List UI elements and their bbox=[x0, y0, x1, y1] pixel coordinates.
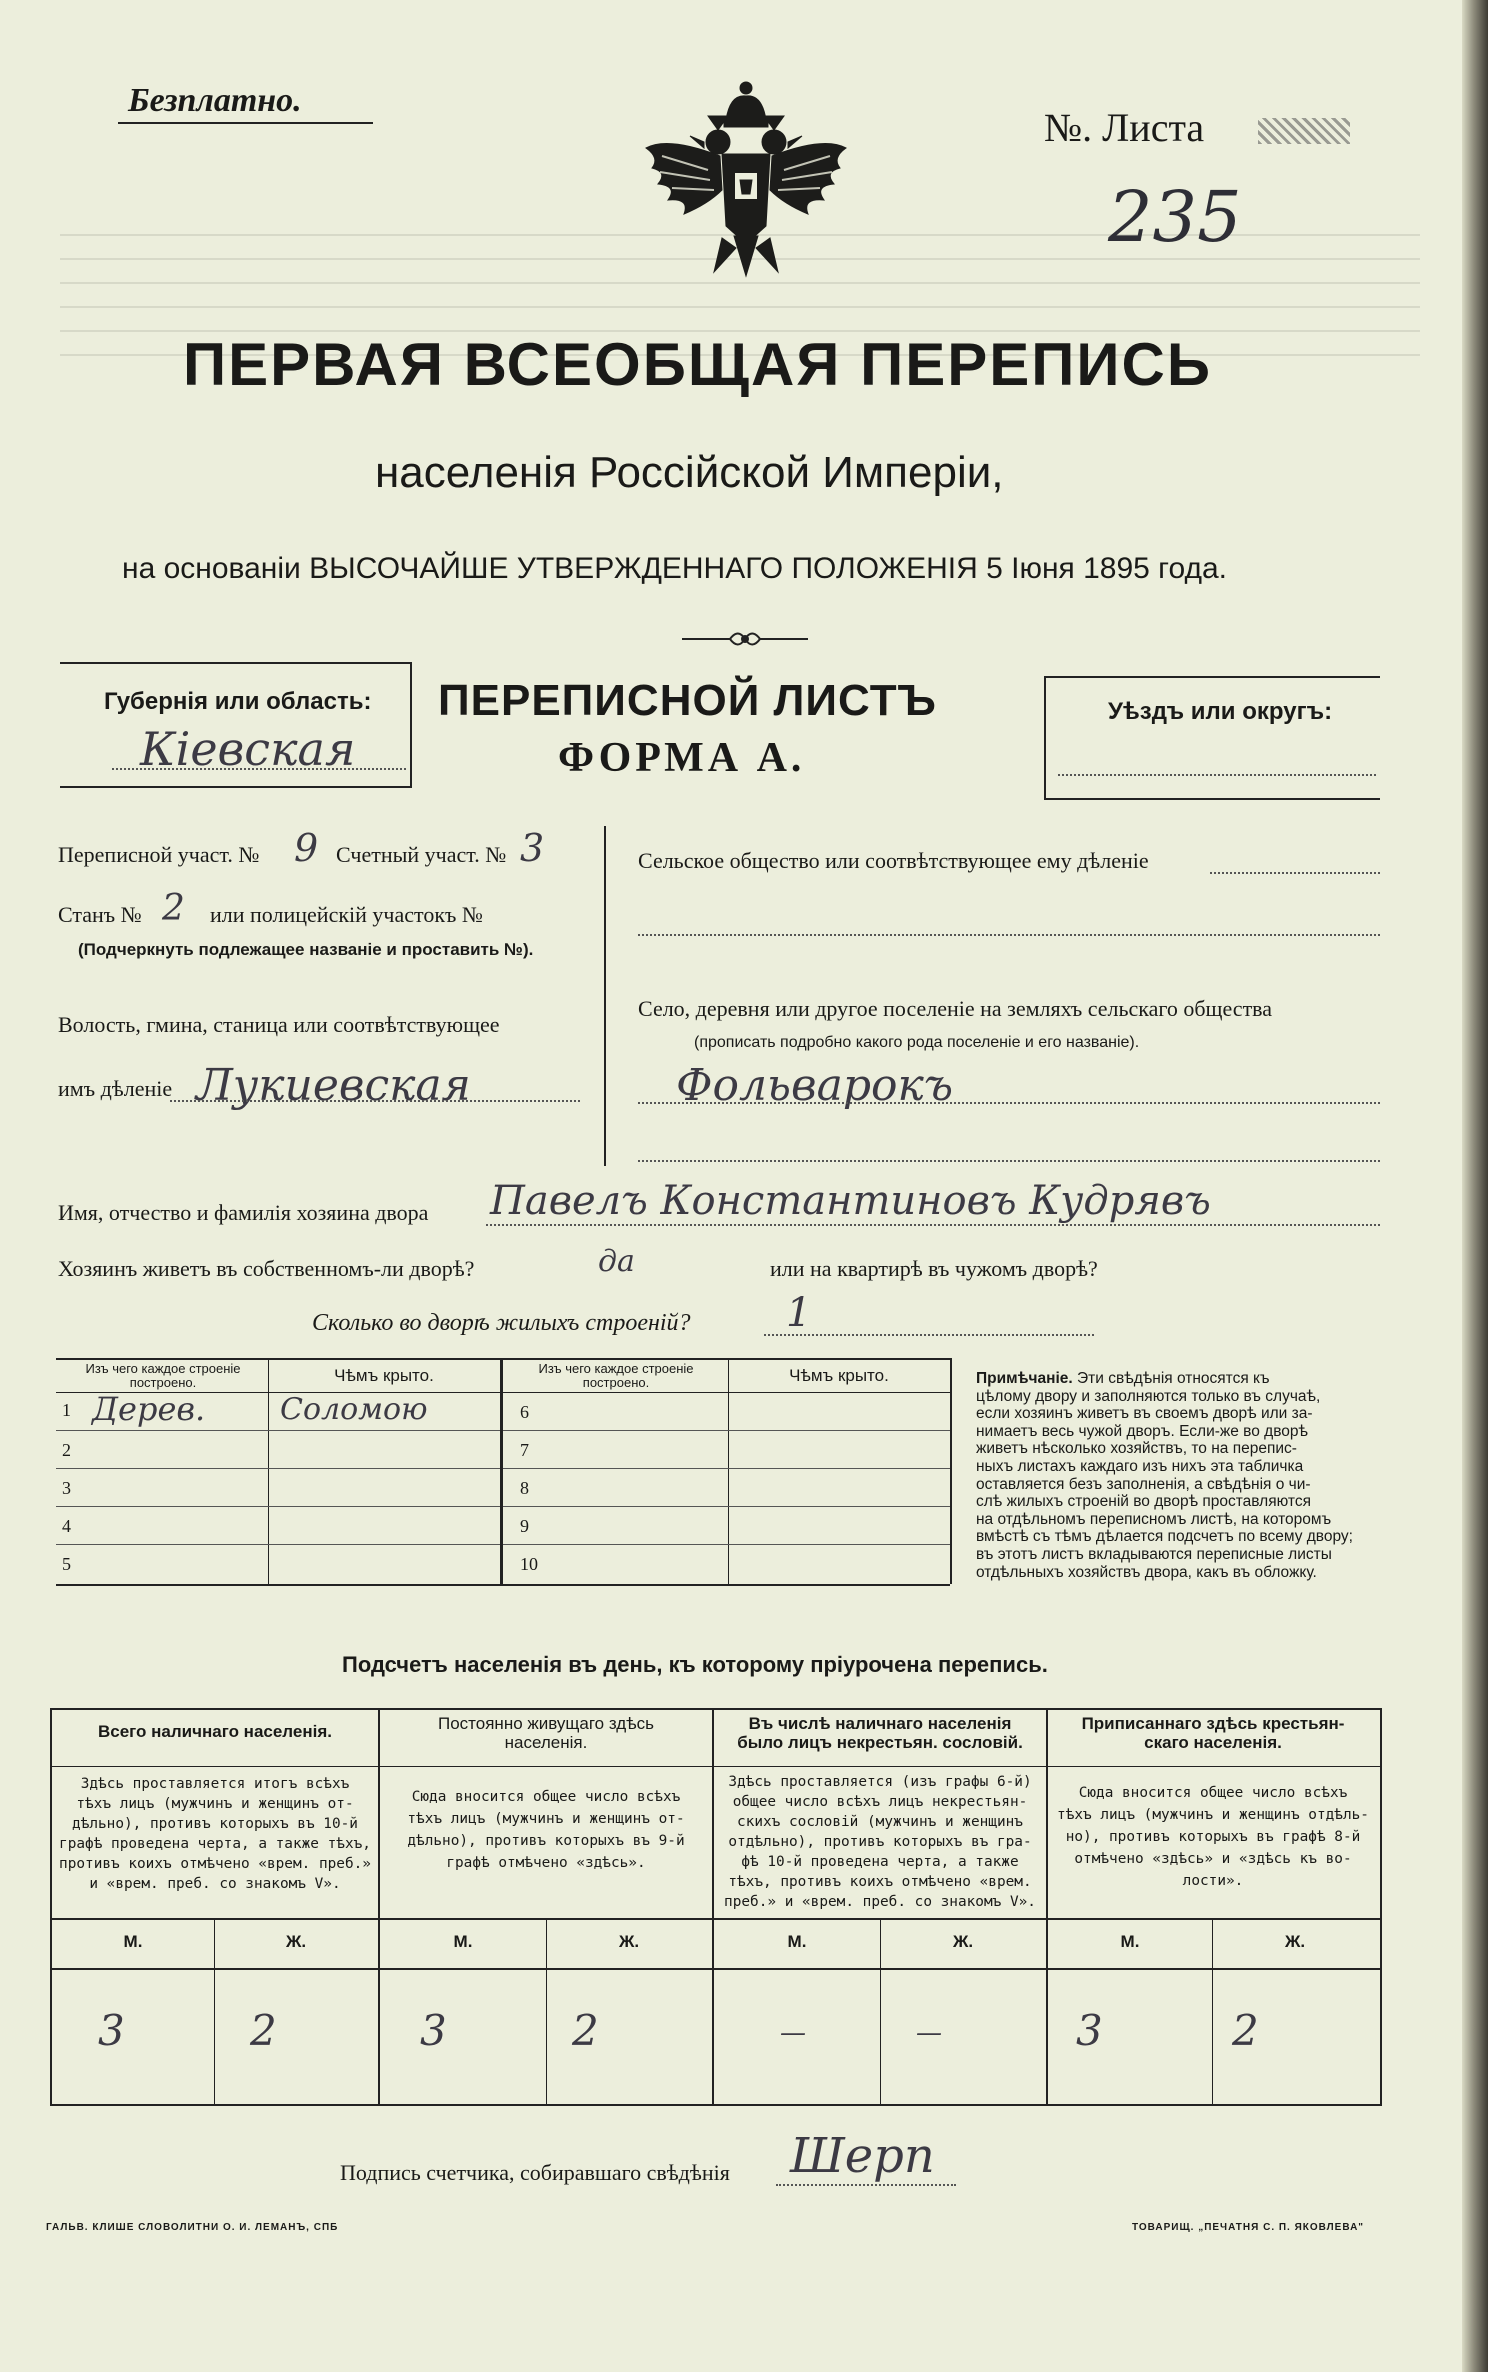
note-line: въ этотъ листъ вкладываются переписные листы bbox=[976, 1545, 1332, 1563]
row-line bbox=[56, 1506, 500, 1507]
pop-col-registered-head: Приписаннаго здѣсь крестьян- скаго населенія. bbox=[1081, 1714, 1345, 1752]
guberniya-value: Кіевская bbox=[140, 722, 356, 776]
pop-male-label: М. bbox=[787, 1932, 807, 1951]
note-line: Примѣчаніе. Эти свѣдѣнія относятся къ bbox=[976, 1370, 1270, 1387]
note-head: Примѣчаніе. bbox=[976, 1370, 1073, 1387]
pop-total-female-value: 2 bbox=[250, 2006, 277, 2055]
buildings-value: 1 bbox=[786, 1290, 812, 1336]
pop-col-permanent-desc: Сюда вносится общее число всѣхъ тѣхъ лицъ (мужчинъ и женщинъ от- дѣльно), противъ которыхъ въ 9-й графѣ отмѣчено «здѣсь». bbox=[407, 1789, 685, 1871]
pop-mf-divider bbox=[880, 1918, 881, 2104]
pop-female-label: Ж. bbox=[1284, 1932, 1306, 1951]
rented-label: или на квартирѣ въ чужомъ дворѣ? bbox=[770, 1256, 1098, 1281]
table-row-number: 4 bbox=[62, 1516, 71, 1536]
volost-label: Волость, гмина, станица или соотвѣтствующее bbox=[58, 1012, 500, 1037]
village-dotted-line-1 bbox=[638, 1102, 1380, 1104]
form-header-line-top-right bbox=[1045, 676, 1380, 678]
census-area-value: 9 bbox=[294, 826, 319, 870]
pop-permanent-female-value: 2 bbox=[572, 2006, 599, 2055]
signature-label: Подпись счетчика, собиравшаго свѣдѣнія bbox=[340, 2160, 730, 2185]
buildings-material-header-left: Изъ чего каждое строеніе построено. bbox=[85, 1361, 241, 1390]
uezd-dotted-line bbox=[1058, 774, 1376, 776]
note-line: вмѣстѣ съ тѣмъ дѣлается подсчетъ по всему двору; bbox=[976, 1528, 1353, 1546]
pop-registered-male-value: 3 bbox=[1076, 2006, 1103, 2055]
pop-mf-divider bbox=[1212, 1918, 1213, 2104]
volost-label-2: имъ дѣленіе bbox=[58, 1076, 173, 1101]
note-line: ныхъ листахъ каждаго изъ нихъ эта табличка bbox=[976, 1457, 1304, 1475]
imperial-eagle-emblem bbox=[638, 76, 854, 284]
row-line bbox=[503, 1430, 950, 1431]
owner-name-value: Павелъ Константиновъ Кудрявъ bbox=[490, 1178, 1211, 1224]
pop-female-label: Ж. bbox=[285, 1932, 307, 1951]
pop-col-divider bbox=[378, 1708, 380, 2104]
count-area-value: 3 bbox=[520, 826, 545, 870]
volost-dotted-line bbox=[170, 1100, 580, 1102]
pop-total-male-value: 3 bbox=[98, 2006, 125, 2055]
table-row-number: 2 bbox=[62, 1440, 71, 1460]
form-header-line-top bbox=[60, 662, 410, 664]
table-row-number: 3 bbox=[62, 1478, 71, 1498]
sheet-no-label: №. Листа bbox=[1044, 105, 1205, 150]
pop-col-permanent-head: Постоянно живущаго здѣсь населенія. bbox=[438, 1714, 654, 1752]
pop-col-divider bbox=[712, 1708, 714, 2104]
binding-edge bbox=[1462, 0, 1488, 2372]
own-yard-value: да bbox=[598, 1244, 635, 1279]
row-line bbox=[56, 1544, 500, 1545]
table-row-number: 5 bbox=[62, 1554, 71, 1574]
sheet-no-handwritten: 235 bbox=[1108, 176, 1242, 258]
pop-male-label: М. bbox=[123, 1932, 143, 1951]
form-title: ПЕРЕПИСНОЙ ЛИСТЪ bbox=[438, 676, 937, 725]
table-row-material: Дерев. bbox=[92, 1390, 206, 1428]
row-line bbox=[503, 1544, 950, 1545]
buildings-dotted-line bbox=[764, 1334, 1094, 1336]
table-row-number: 8 bbox=[520, 1478, 529, 1498]
pop-nonpeasant-male-value: — bbox=[780, 2018, 806, 2048]
form-header-divider-left bbox=[410, 662, 412, 786]
pop-col-nonpeasant-head: Въ числѣ наличнаго населенія было лицъ некрестьян. сословій. bbox=[737, 1714, 1023, 1752]
ornament-divider bbox=[680, 626, 810, 652]
society-dotted-line-2 bbox=[638, 934, 1380, 936]
signature-value: Шерп bbox=[790, 2128, 935, 2184]
pop-col-divider bbox=[1046, 1708, 1048, 2104]
village-note: (прописать подробно какого рода поселеніе и его названіе). bbox=[694, 1034, 1140, 1051]
owner-name-dotted-line bbox=[486, 1224, 1380, 1226]
row-line bbox=[503, 1468, 950, 1469]
census-subtitle: населенія Россійской Имперіи, bbox=[375, 448, 1004, 497]
sheet-no-stamp bbox=[1258, 118, 1350, 144]
census-title: ПЕРВАЯ ВСЕОБЩАЯ ПЕРЕПИСЬ bbox=[183, 331, 1212, 398]
own-yard-label: Хозяинъ живетъ въ собственномъ-ли дворѣ? bbox=[58, 1256, 475, 1281]
pop-mf-line bbox=[50, 1968, 1380, 1970]
pop-nonpeasant-female-value: — bbox=[916, 2018, 942, 2048]
note-line: цѣлому двору и заполняются только въ случаѣ, bbox=[976, 1387, 1321, 1405]
pop-male-label: М. bbox=[1120, 1932, 1140, 1951]
buildings-roof-header-right: Чѣмъ крыто. bbox=[789, 1366, 889, 1385]
stan-value: 2 bbox=[162, 888, 185, 929]
census-area-label: Переписной участ. № bbox=[58, 842, 260, 867]
pop-col-nonpeasant-desc: Здѣсь проставляется (изъ графы 6-й) общее число всѣхъ лицъ некрестьян- скихъ сословій (мужчинъ и женщинъ отдѣльно), противъ которыхъ въ гра- фѣ 10-й проведена черта, а также тѣхъ, противъ коихъ отмѣчено «врем. преб.» и «врем. преб. со знакомъ V». bbox=[724, 1774, 1036, 1910]
underline-note: (Подчеркнуть подлежащее названіе и проставить №). bbox=[78, 940, 534, 959]
table-row-number: 10 bbox=[520, 1554, 538, 1574]
buildings-note bbox=[976, 1370, 1386, 1581]
count-area-label: Счетный участ. № bbox=[336, 842, 507, 867]
pop-col-total-desc: Здѣсь проставляется итогъ всѣхъ тѣхъ лицъ (мужчинъ и женщинъ от- дѣльно), противъ которыхъ въ 10-й графѣ проведена черта, а также тѣхъ, противъ коихъ отмѣчено «врем. преб.» и «врем. преб. со знакомъ V». bbox=[59, 1776, 371, 1892]
society-label: Сельское общество или соотвѣтствующее ему дѣленіе bbox=[638, 848, 1149, 873]
stan-label: Станъ № bbox=[58, 902, 142, 927]
row-line bbox=[56, 1468, 500, 1469]
guberniya-dotted-line bbox=[112, 768, 406, 770]
pop-mf-divider bbox=[214, 1918, 215, 2104]
table-row-roof: Соломою bbox=[280, 1392, 428, 1427]
police-label: или полицейскій участокъ № bbox=[210, 902, 483, 927]
signature-dotted-line bbox=[776, 2184, 956, 2186]
village-label: Село, деревня или другое поселеніе на земляхъ сельскаго общества bbox=[638, 996, 1273, 1021]
free-underline bbox=[118, 122, 373, 124]
table-row-number: 6 bbox=[520, 1402, 529, 1422]
row-line bbox=[56, 1430, 500, 1431]
buildings-roof-header-left: Чѣмъ крыто. bbox=[334, 1366, 434, 1385]
pop-female-label: Ж. bbox=[618, 1932, 640, 1951]
population-title: Подсчетъ населенія въ день, къ которому пріурочена перепись. bbox=[342, 1652, 1048, 1677]
note-line: нимаетъ весь чужой дворъ. Если-же во дворѣ bbox=[976, 1422, 1309, 1440]
imprint-right: ТОВАРИЩ. „ПЕЧАТНЯ С. П. ЯКОВЛЕВА" bbox=[1132, 2222, 1365, 2233]
pop-col-total-head: Всего наличнаго населенія. bbox=[98, 1722, 332, 1741]
census-basis: на основаніи ВЫСОЧАЙШЕ УТВЕРЖДЕННАГО ПОЛОЖЕНІЯ 5 Іюня 1895 года. bbox=[122, 552, 1228, 585]
table-row-number: 9 bbox=[520, 1516, 529, 1536]
owner-name-label: Имя, отчество и фамилія хозяина двора bbox=[58, 1200, 429, 1225]
pop-col-registered-desc: Сюда вносится общее число всѣхъ тѣхъ лицъ (мужчинъ и женщинъ отдѣль- но), противъ которыхъ въ графѣ 8-й отмѣчено «здѣсь» и «здѣсь къ во- лости». bbox=[1057, 1785, 1369, 1889]
pop-head-line bbox=[50, 1766, 1380, 1767]
note-line: если хозяинъ живетъ въ своемъ дворѣ или за- bbox=[976, 1405, 1313, 1423]
pop-permanent-male-value: 3 bbox=[420, 2006, 447, 2055]
village-value: Фольварокъ bbox=[676, 1060, 954, 1111]
form-header-divider-right bbox=[1044, 676, 1046, 800]
uezd-label: Уѣздъ или округъ: bbox=[1108, 698, 1333, 725]
pop-male-label: М. bbox=[453, 1932, 473, 1951]
fields-divider bbox=[604, 826, 606, 1166]
village-dotted-line-2 bbox=[638, 1160, 1380, 1162]
society-dotted-line-1 bbox=[1210, 872, 1380, 874]
note-line: оставляется безъ заполненія, а свѣдѣнія о чи- bbox=[976, 1475, 1311, 1493]
note-line: живетъ нѣсколько хозяйствъ, то на перепис- bbox=[976, 1440, 1297, 1458]
buildings-label: Сколько во дворѣ жилыхъ строеній? bbox=[312, 1310, 691, 1336]
guberniya-label: Губернія или область: bbox=[104, 688, 372, 715]
volost-value: Лукиевская bbox=[196, 1060, 471, 1111]
form-header-line-bottom-right bbox=[1044, 798, 1380, 800]
buildings-table-right-edge bbox=[950, 1358, 952, 1584]
imprint-left: ГАЛЬВ. КЛИШЕ СЛОВОЛИТНИ О. И. ЛЕМАНЪ, СПБ bbox=[46, 2222, 339, 2233]
row-line bbox=[503, 1506, 950, 1507]
note-line: отдѣльныхъ хозяйствъ двора, какъ въ обложку. bbox=[976, 1563, 1317, 1581]
note-line: на отдѣльномъ переписномъ листѣ, на которомъ bbox=[976, 1510, 1332, 1528]
free-label: Безплатно. bbox=[128, 82, 302, 119]
pop-desc-line bbox=[50, 1918, 1380, 1920]
note-line: слѣ жилыхъ строеній во дворѣ проставляются bbox=[976, 1493, 1311, 1511]
table-row-number: 1 bbox=[62, 1400, 71, 1420]
pop-registered-female-value: 2 bbox=[1232, 2006, 1259, 2055]
buildings-material-header-right: Изъ чего каждое строеніе построено. bbox=[538, 1361, 694, 1390]
form-letter: ФОРМА А. bbox=[558, 735, 806, 781]
form-header-line-bottom-left bbox=[60, 786, 412, 788]
pop-female-label: Ж. bbox=[952, 1932, 974, 1951]
table-row-number: 7 bbox=[520, 1440, 529, 1460]
pop-mf-divider bbox=[546, 1918, 547, 2104]
